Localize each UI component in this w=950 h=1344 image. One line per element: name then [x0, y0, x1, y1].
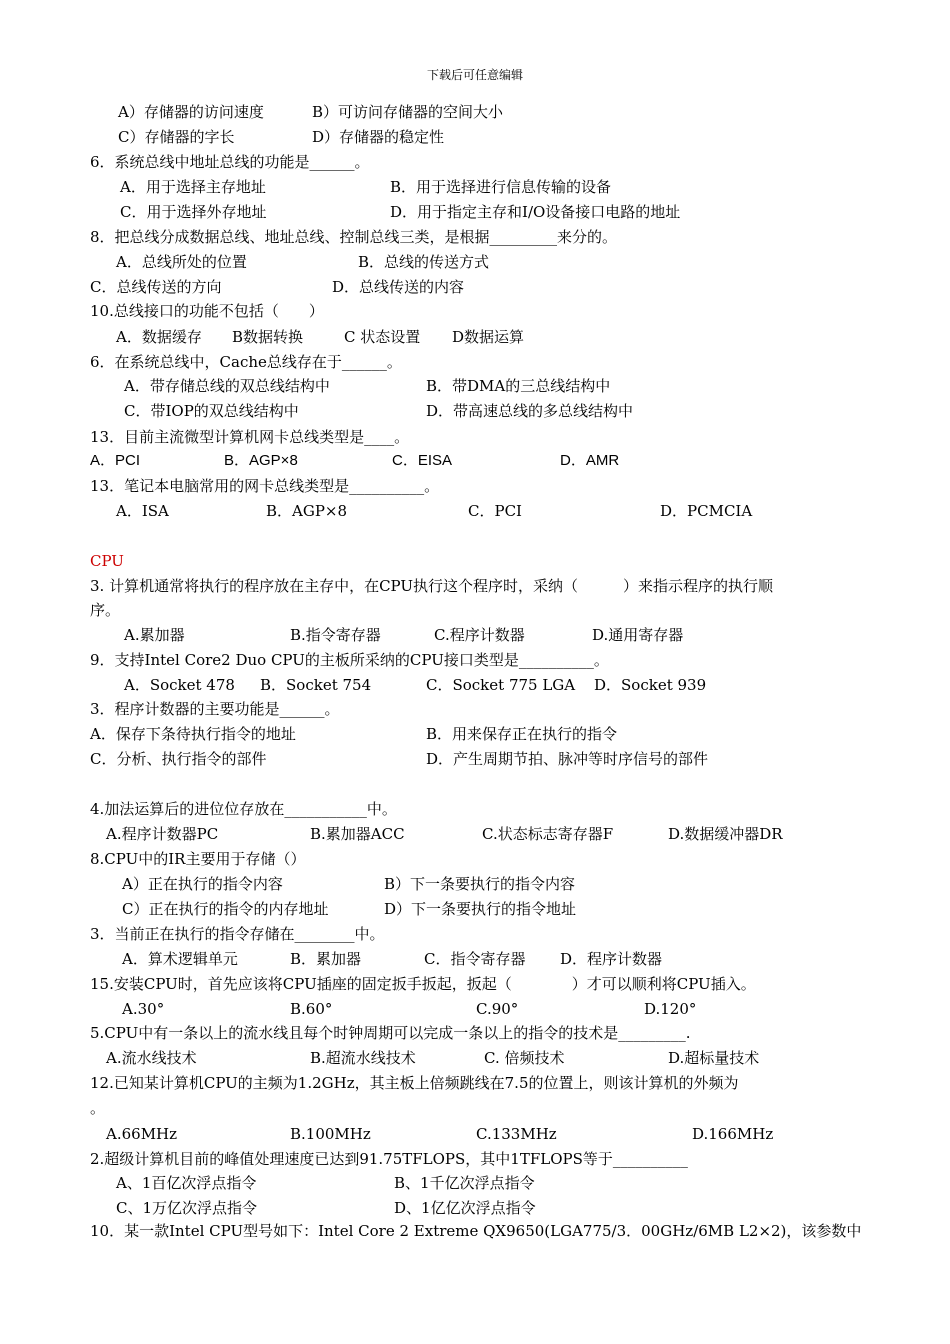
document-line	[0, 599, 950, 621]
document-line	[0, 126, 950, 148]
document-line	[0, 649, 950, 671]
answer-option: B.100MHz	[290, 1125, 371, 1143]
document-line	[0, 426, 950, 448]
question-text: 10.总线接口的功能不包括（ ）	[90, 302, 324, 320]
document-line	[0, 276, 950, 298]
document-line	[0, 500, 950, 522]
answer-option: B.60°	[290, 1000, 333, 1018]
question-text: 5.CPU中有一条以上的流水线且每个时钟周期可以完成一条以上的指令的技术是_________.	[90, 1024, 691, 1042]
question-text: 8.CPU中的IR主要用于存储（）	[90, 850, 306, 868]
answer-option: A．算术逻辑单元	[122, 950, 238, 968]
answer-option: C．PCI	[468, 502, 522, 520]
document-line	[0, 624, 950, 646]
answer-option: D）下一条要执行的指令地址	[384, 900, 577, 918]
answer-option: C．带IOP的双总线结构中	[124, 402, 299, 420]
answer-option: A）存储器的访问速度	[118, 103, 264, 121]
document-line	[0, 798, 950, 820]
answer-option: B.累加器ACC	[310, 825, 405, 843]
question-text: 9．支持Intel Core2 Duo CPU的主板所采纳的CPU接口类型是__________。	[90, 651, 609, 669]
answer-option: B．累加器	[290, 950, 362, 968]
question-text: 3．当前正在执行的指令存储在________中。	[90, 925, 385, 943]
question-text: 3. 计算机通常将执行的程序放在主存中，在CPU执行这个程序时，采纳（ ）来指示程序的执行顺	[90, 577, 774, 595]
document-line	[0, 873, 950, 895]
answer-option: D．PCMCIA	[660, 502, 753, 520]
answer-option: D．Socket 939	[594, 676, 707, 694]
question-text: 4.加法运算后的进位位存放在___________中。	[90, 800, 397, 818]
answer-option: C.133MHz	[476, 1125, 557, 1143]
answer-option: D.166MHz	[692, 1125, 774, 1143]
answer-option: C.90°	[476, 1000, 519, 1018]
document-line	[0, 698, 950, 720]
answer-option: B．AGP×8	[266, 502, 348, 520]
answer-option: D．程序计数器	[560, 950, 663, 968]
answer-option: B．AGP×8	[224, 452, 298, 469]
answer-option: B）下一条要执行的指令内容	[384, 875, 576, 893]
document-line	[0, 948, 950, 970]
document-line	[0, 1172, 950, 1194]
document-line	[0, 1148, 950, 1170]
answer-option: D.通用寄存器	[592, 626, 684, 644]
answer-option: C 状态设置	[344, 328, 421, 346]
answer-option: D.超标量技术	[668, 1049, 760, 1067]
document-line	[0, 201, 950, 223]
answer-option: A．PCI	[90, 452, 141, 469]
question-text: 15.安装CPU时，首先应该将CPU插座的固定扳手扳起，扳起（ ）才可以顺利将CPU插入。	[90, 975, 756, 993]
page-header: 下载后可任意编辑	[426, 68, 523, 82]
answer-option: A.66MHz	[106, 1125, 178, 1143]
document-line	[0, 923, 950, 945]
answer-option: D．用于指定主存和I/O设备接口电路的地址	[390, 203, 681, 221]
question-text: 2.超级计算机目前的峰值处理速度已达到91.75TFLOPS，其中1TFLOPS等于__________	[90, 1150, 688, 1168]
answer-option: C）存储器的字长	[118, 128, 235, 146]
answer-option: A．Socket 478	[124, 676, 235, 694]
answer-option: B．Socket 754	[260, 676, 372, 694]
document-line	[0, 450, 950, 472]
document-line	[0, 748, 950, 770]
answer-option: A．保存下条待执行指令的地址	[90, 725, 296, 743]
document-line	[0, 1072, 950, 1094]
answer-option: C．用于选择外存地址	[120, 203, 267, 221]
answer-option: A.程序计数器PC	[106, 825, 219, 843]
document-line	[0, 973, 950, 995]
document-line	[0, 326, 950, 348]
answer-option: D.120°	[644, 1000, 697, 1018]
document-line	[0, 823, 950, 845]
document-line	[0, 226, 950, 248]
document-line	[0, 375, 950, 397]
document-line	[0, 351, 950, 373]
document-line	[0, 475, 950, 497]
answer-option: A、1百亿次浮点指令	[116, 1174, 257, 1192]
document-line	[0, 575, 950, 597]
document-line	[0, 176, 950, 198]
answer-option: D）存储器的稳定性	[312, 128, 445, 146]
question-text: 6．在系统总线中，Cache总线存在于______。	[90, 353, 402, 371]
question-text: 10．某一款Intel CPU型号如下：Intel Core 2 Extreme QX9650(LGA775/3．00GHz/6MB L2×2)，该参数中	[90, 1222, 862, 1240]
answer-option: C．Socket 775 LGA	[426, 676, 576, 694]
section-heading	[0, 550, 950, 572]
answer-option: C.程序计数器	[434, 626, 525, 644]
question-text: 6．系统总线中地址总线的功能是______。	[90, 153, 370, 171]
answer-option: A.30°	[122, 1000, 165, 1018]
question-text: CPU	[90, 552, 124, 570]
answer-option: B．用来保存正在执行的指令	[426, 725, 618, 743]
question-text: 13．笔记本电脑常用的网卡总线类型是__________。	[90, 477, 440, 495]
question-text: 序。	[90, 601, 121, 619]
document-line	[0, 848, 950, 870]
answer-option: C．总线传送的方向	[90, 278, 222, 296]
answer-option: A．带存储总线的双总线结构中	[124, 377, 330, 395]
answer-option: A．ISA	[116, 502, 169, 520]
answer-option: B．带DMA的三总线结构中	[426, 377, 611, 395]
document-line	[0, 674, 950, 696]
question-text: 12.已知某计算机CPU的主频为1.2GHz，其主板上倍频跳线在7.5的位置上，则该计算机的外频为	[90, 1074, 739, 1092]
answer-option: A．总线所处的位置	[116, 253, 247, 271]
document-line	[0, 151, 950, 173]
answer-option: A）正在执行的指令内容	[122, 875, 283, 893]
answer-option: C．EISA	[392, 452, 453, 469]
question-text: 。	[90, 1099, 106, 1117]
document-line	[0, 1220, 950, 1242]
document-line	[0, 251, 950, 273]
answer-option: D．产生周期节拍、脉冲等时序信号的部件	[426, 750, 709, 768]
question-text: 13．目前主流微型计算机网卡总线类型是____。	[90, 428, 410, 446]
answer-option: C．分析、执行指令的部件	[90, 750, 267, 768]
document-line	[0, 300, 950, 322]
document-line	[0, 998, 950, 1020]
answer-option: B．用于选择进行信息传输的设备	[390, 178, 612, 196]
answer-option: D、1亿亿次浮点指令	[394, 1199, 536, 1217]
document-line	[0, 1097, 950, 1119]
answer-option: A.流水线技术	[106, 1049, 197, 1067]
answer-option: B．总线的传送方式	[358, 253, 490, 271]
answer-option: C．指令寄存器	[424, 950, 526, 968]
answer-option: A.累加器	[124, 626, 185, 644]
answer-option: D．AMR	[560, 452, 620, 469]
answer-option: C、1万亿次浮点指令	[116, 1199, 258, 1217]
document-line	[0, 1022, 950, 1044]
answer-option: D．带高速总线的多总线结构中	[426, 402, 634, 420]
document-line	[0, 1123, 950, 1145]
answer-option: B.指令寄存器	[290, 626, 381, 644]
answer-option: B.超流水线技术	[310, 1049, 416, 1067]
document-line	[0, 400, 950, 422]
question-text: 8．把总线分成数据总线、地址总线、控制总线三类，是根据_________来分的。	[90, 228, 618, 246]
answer-option: C. 倍频技术	[484, 1049, 565, 1067]
answer-option: D数据运算	[452, 328, 525, 346]
answer-option: B数据转换	[232, 328, 304, 346]
answer-option: C.状态标志寄存器F	[482, 825, 614, 843]
answer-option: C）正在执行的指令的内存地址	[122, 900, 329, 918]
question-text: 3．程序计数器的主要功能是______。	[90, 700, 340, 718]
answer-option: B）可访问存储器的空间大小	[312, 103, 504, 121]
answer-option: D.数据缓冲器DR	[668, 825, 783, 843]
document-line	[0, 898, 950, 920]
document-line	[0, 1197, 950, 1219]
answer-option: D．总线传送的内容	[332, 278, 465, 296]
answer-option: B、1千亿次浮点指令	[394, 1174, 535, 1192]
document-line	[0, 723, 950, 745]
document-line	[0, 101, 950, 123]
document-line	[0, 1047, 950, 1069]
answer-option: A．用于选择主存地址	[120, 178, 266, 196]
answer-option: A．数据缓存	[116, 328, 202, 346]
